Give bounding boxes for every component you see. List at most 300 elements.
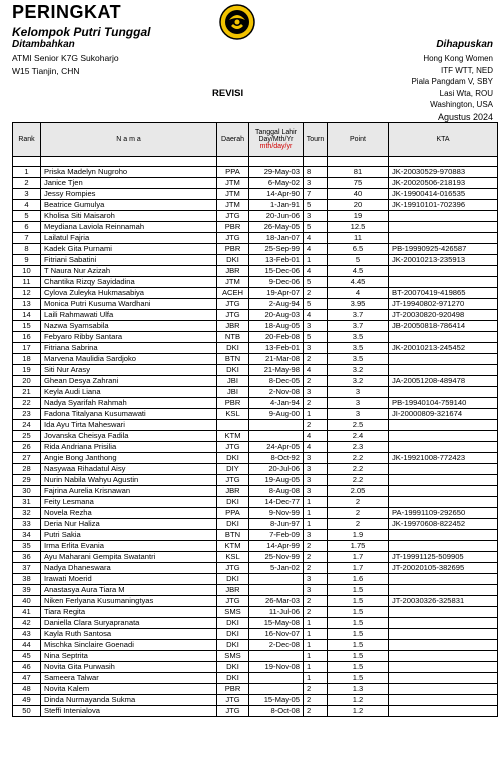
points-cell: 3.2 (328, 365, 389, 376)
rank-cell: 7 (13, 233, 41, 244)
rank-cell: 29 (13, 475, 41, 486)
rank-cell: 46 (13, 662, 41, 673)
points-cell: 3.95 (328, 299, 389, 310)
points-cell: 2 (328, 497, 389, 508)
kta-cell (389, 266, 498, 277)
rank-cell: 9 (13, 255, 41, 266)
rank-cell: 3 (13, 189, 41, 200)
region-cell: JBR (217, 321, 249, 332)
points-cell: 3.5 (328, 332, 389, 343)
region-cell: JTG (217, 596, 249, 607)
tournaments-cell: 3 (304, 453, 328, 464)
kta-cell: JI-20000809-321674 (389, 409, 498, 420)
tournaments-cell: 1 (304, 662, 328, 673)
table-row (13, 607, 498, 618)
table-row (13, 618, 498, 629)
rank-cell: 19 (13, 365, 41, 376)
removed-tournament-list (411, 53, 493, 111)
table-row (13, 343, 498, 354)
kta-cell (389, 640, 498, 651)
region-cell: JTG (217, 211, 249, 222)
region-cell: NTB (217, 332, 249, 343)
tournaments-cell: 3 (304, 574, 328, 585)
kta-cell (389, 431, 498, 442)
points-cell: 4 (328, 288, 389, 299)
added-label: Ditambahkan (12, 39, 75, 50)
tournaments-cell: 2 (304, 552, 328, 563)
name-cell: Fitriani Sabatini (41, 255, 217, 266)
rank-cell: 17 (13, 343, 41, 354)
table-row (13, 244, 498, 255)
region-cell: KTM (217, 541, 249, 552)
region-cell: DKI (217, 497, 249, 508)
ranking-date: Agustus 2024 (437, 112, 493, 122)
birthdate-cell: 6-May-02 (249, 178, 304, 189)
region-cell: DKI (217, 574, 249, 585)
header-tournaments: Tourn (304, 123, 328, 157)
region-cell: JTM (217, 189, 249, 200)
birthdate-cell: 29-May-03 (249, 167, 304, 178)
kta-cell (389, 541, 498, 552)
kta-cell: JK-20010213-235913 (389, 255, 498, 266)
region-cell: JTG (217, 475, 249, 486)
table-row (13, 211, 498, 222)
kta-cell (389, 673, 498, 684)
birthdate-cell: 9-Nov-99 (249, 508, 304, 519)
table-row (13, 475, 498, 486)
rank-cell: 40 (13, 596, 41, 607)
table-row (13, 552, 498, 563)
birthdate-cell: 8-Jun-97 (249, 519, 304, 530)
kta-cell (389, 332, 498, 343)
kta-cell: JK-19970608-822452 (389, 519, 498, 530)
birthdate-cell: 18-Jan-07 (249, 233, 304, 244)
points-cell: 12.5 (328, 222, 389, 233)
points-cell: 11 (328, 233, 389, 244)
birthdate-cell (249, 651, 304, 662)
rank-cell: 4 (13, 200, 41, 211)
tournaments-cell: 3 (304, 321, 328, 332)
name-cell: Beatrice Gumulya (41, 200, 217, 211)
table-row (13, 673, 498, 684)
rank-cell: 13 (13, 299, 41, 310)
region-cell: DKI (217, 365, 249, 376)
rank-cell: 33 (13, 519, 41, 530)
birthdate-cell (249, 673, 304, 684)
rank-cell: 6 (13, 222, 41, 233)
kta-cell: JK-19921008-772423 (389, 453, 498, 464)
birthdate-cell: 14-Dec-77 (249, 497, 304, 508)
region-cell: JTM (217, 178, 249, 189)
name-cell: Feity Lesmana (41, 497, 217, 508)
rank-cell: 50 (13, 706, 41, 717)
birthdate-cell: 15-Dec-06 (249, 266, 304, 277)
kta-cell: JB-20050818-786414 (389, 321, 498, 332)
rank-cell: 36 (13, 552, 41, 563)
kta-cell: JK-19910101-702396 (389, 200, 498, 211)
name-cell: Lailatul Fajria (41, 233, 217, 244)
name-cell: Jovanska Cheisya Fadila (41, 431, 217, 442)
kta-cell (389, 618, 498, 629)
points-cell: 2.2 (328, 464, 389, 475)
ranking-table (12, 122, 498, 717)
tournaments-cell: 5 (304, 332, 328, 343)
name-cell: T Naura Nur Azizah (41, 266, 217, 277)
table-row (13, 497, 498, 508)
tournaments-cell: 2 (304, 596, 328, 607)
name-cell: Deria Nur Haliza (41, 519, 217, 530)
birthdate-cell: 21-May-98 (249, 365, 304, 376)
birthdate-cell: 25-Nov-99 (249, 552, 304, 563)
kta-cell (389, 211, 498, 222)
header-region: Daerah (217, 123, 249, 157)
rank-cell: 14 (13, 310, 41, 321)
region-cell: BTN (217, 354, 249, 365)
kta-cell: BT-20070419-419865 (389, 288, 498, 299)
points-cell: 1.3 (328, 684, 389, 695)
birthdate-cell: 14-Apr-90 (249, 189, 304, 200)
table-row (13, 585, 498, 596)
header-points: Point (328, 123, 389, 157)
tournaments-cell: 3 (304, 486, 328, 497)
points-cell: 2.05 (328, 486, 389, 497)
name-cell: Priska Madelyn Nugroho (41, 167, 217, 178)
region-cell: JBR (217, 266, 249, 277)
region-cell: PBR (217, 222, 249, 233)
points-cell: 1.5 (328, 585, 389, 596)
kta-cell (389, 497, 498, 508)
kta-cell (389, 464, 498, 475)
region-cell: JTG (217, 563, 249, 574)
rank-cell: 35 (13, 541, 41, 552)
rank-cell: 25 (13, 431, 41, 442)
name-cell: Mischka Sinclaire Goenadi (41, 640, 217, 651)
page-subtitle: Kelompok Putri Tunggal (12, 25, 151, 39)
header-birthdate (249, 123, 304, 157)
birthdate-cell: 13-Feb-01 (249, 343, 304, 354)
birthdate-cell: 8-Oct-08 (249, 706, 304, 717)
birthdate-cell: 1-Jan-91 (249, 200, 304, 211)
birthdate-cell: 15-May-05 (249, 695, 304, 706)
kta-cell: JT-20030820-920498 (389, 310, 498, 321)
tournaments-cell: 2 (304, 607, 328, 618)
points-cell: 4.45 (328, 277, 389, 288)
table-row (13, 277, 498, 288)
points-cell: 2.3 (328, 442, 389, 453)
name-cell: Irawati Moerid (41, 574, 217, 585)
rank-cell: 20 (13, 376, 41, 387)
region-cell: JTG (217, 310, 249, 321)
points-cell: 1.5 (328, 596, 389, 607)
tournaments-cell: 2 (304, 541, 328, 552)
table-row (13, 486, 498, 497)
birthdate-cell: 19-Nov-08 (249, 662, 304, 673)
region-cell: PPA (217, 508, 249, 519)
name-cell: Ida Ayu Tirta Maheswari (41, 420, 217, 431)
tournaments-cell: 5 (304, 222, 328, 233)
kta-cell (389, 684, 498, 695)
kta-cell (389, 585, 498, 596)
points-cell: 1.5 (328, 673, 389, 684)
birthdate-cell: 19-Apr-07 (249, 288, 304, 299)
points-cell: 2.5 (328, 420, 389, 431)
birthdate-cell: 13-Feb-01 (249, 255, 304, 266)
name-cell: Tiara Regita (41, 607, 217, 618)
name-cell: Cylova Zuleyka Hukmasabiya (41, 288, 217, 299)
table-row (13, 354, 498, 365)
removed-label: Dihapuskan (436, 39, 493, 50)
birthdate-cell: 11-Jul-06 (249, 607, 304, 618)
table-header-row (13, 123, 498, 157)
name-cell: Novita Kalem (41, 684, 217, 695)
table-row (13, 431, 498, 442)
name-cell: Angie Bong Janthong (41, 453, 217, 464)
birthdate-cell: 20-Aug-03 (249, 310, 304, 321)
region-cell: JTG (217, 695, 249, 706)
tournaments-cell: 1 (304, 673, 328, 684)
points-cell: 3.5 (328, 343, 389, 354)
name-cell: Nadya Dhaneswara (41, 563, 217, 574)
name-cell: Kadek Gita Purnami (41, 244, 217, 255)
header-kta: KTA (389, 123, 498, 157)
name-cell: Fitriana Sabrina (41, 343, 217, 354)
table-row (13, 200, 498, 211)
name-cell: Siti Nur Arasy (41, 365, 217, 376)
table-row (13, 464, 498, 475)
points-cell: 3.7 (328, 310, 389, 321)
kta-cell (389, 695, 498, 706)
removed-tournament: Piala Pangdam V, SBY (411, 77, 493, 86)
table-row (13, 563, 498, 574)
kta-cell (389, 486, 498, 497)
tournaments-cell: 1 (304, 497, 328, 508)
kta-cell: PB-19990925-426587 (389, 244, 498, 255)
removed-tournament: Hong Kong Women (423, 54, 493, 63)
tournaments-cell: 1 (304, 640, 328, 651)
birthdate-cell (249, 431, 304, 442)
rank-cell: 12 (13, 288, 41, 299)
region-cell: JTG (217, 706, 249, 717)
tournaments-cell: 2 (304, 420, 328, 431)
rank-cell: 37 (13, 563, 41, 574)
page-title: PERINGKAT (12, 2, 122, 22)
rank-cell: 15 (13, 321, 41, 332)
points-cell: 1.5 (328, 607, 389, 618)
name-cell: Novita Gita Purwasih (41, 662, 217, 673)
tournaments-cell: 3 (304, 464, 328, 475)
tournaments-cell: 3 (304, 585, 328, 596)
name-cell: Febyaro Ribby Santara (41, 332, 217, 343)
region-cell: BTN (217, 530, 249, 541)
birthdate-cell: 14-Apr-99 (249, 541, 304, 552)
region-cell: JTM (217, 200, 249, 211)
points-cell: 1.6 (328, 574, 389, 585)
rank-cell: 39 (13, 585, 41, 596)
header-name: N a m a (41, 123, 217, 157)
birthdate-cell: 19-Aug-05 (249, 475, 304, 486)
points-cell: 1.5 (328, 651, 389, 662)
table-row (13, 387, 498, 398)
tournaments-cell: 3 (304, 387, 328, 398)
birthdate-cell: 7-Feb-09 (249, 530, 304, 541)
table-row (13, 508, 498, 519)
points-cell: 19 (328, 211, 389, 222)
table-spacer-row (13, 157, 498, 167)
name-cell: Novela Rezha (41, 508, 217, 519)
header-birthdate-format: mth/day/yr (259, 143, 293, 150)
birthdate-cell: 18-Aug-05 (249, 321, 304, 332)
name-cell: Nina Septrita (41, 651, 217, 662)
points-cell: 4.5 (328, 266, 389, 277)
kta-cell (389, 442, 498, 453)
added-tournament-2: W15 Tianjin, CHN (12, 66, 80, 76)
rank-cell: 23 (13, 409, 41, 420)
table-row (13, 453, 498, 464)
tournaments-cell: 8 (304, 167, 328, 178)
tournaments-cell: 2 (304, 563, 328, 574)
name-cell: Nadya Syarifah Rahmah (41, 398, 217, 409)
kta-cell (389, 365, 498, 376)
tournaments-cell: 4 (304, 244, 328, 255)
table-row (13, 376, 498, 387)
tournaments-cell: 2 (304, 376, 328, 387)
rank-cell: 2 (13, 178, 41, 189)
name-cell: Jessy Rompies (41, 189, 217, 200)
kta-cell (389, 706, 498, 717)
region-cell: KSL (217, 409, 249, 420)
tournaments-cell: 2 (304, 684, 328, 695)
table-row (13, 310, 498, 321)
name-cell: Marvena Maulidia Sardjoko (41, 354, 217, 365)
name-cell: Kayla Ruth Santosa (41, 629, 217, 640)
rank-cell: 28 (13, 464, 41, 475)
tournaments-cell: 2 (304, 706, 328, 717)
points-cell: 1.9 (328, 530, 389, 541)
table-row (13, 530, 498, 541)
points-cell: 2.2 (328, 453, 389, 464)
removed-tournament: Washington, USA (430, 100, 493, 109)
region-cell: DIY (217, 464, 249, 475)
name-cell: Irma Erlita Evania (41, 541, 217, 552)
name-cell: Daniella Clara Suryapranata (41, 618, 217, 629)
kta-cell: JT-19940802-971270 (389, 299, 498, 310)
region-cell: PPA (217, 167, 249, 178)
points-cell: 3 (328, 409, 389, 420)
rank-cell: 41 (13, 607, 41, 618)
kta-cell (389, 387, 498, 398)
region-cell: PBR (217, 398, 249, 409)
points-cell: 3 (328, 398, 389, 409)
table-row (13, 332, 498, 343)
table-row (13, 629, 498, 640)
table-row (13, 409, 498, 420)
rank-cell: 43 (13, 629, 41, 640)
rank-cell: 49 (13, 695, 41, 706)
header-rank: Rank (13, 123, 41, 157)
tournaments-cell: 5 (304, 299, 328, 310)
birthdate-cell (249, 585, 304, 596)
rank-cell: 42 (13, 618, 41, 629)
kta-cell (389, 222, 498, 233)
tournaments-cell: 3 (304, 530, 328, 541)
rank-cell: 8 (13, 244, 41, 255)
name-cell: Nasywaa Rihadatul Aisy (41, 464, 217, 475)
region-cell: JTG (217, 233, 249, 244)
birthdate-cell: 9-Dec-06 (249, 277, 304, 288)
birthdate-cell: 26-Mar-03 (249, 596, 304, 607)
region-cell: DKI (217, 618, 249, 629)
kta-cell: PA-19991109-292650 (389, 508, 498, 519)
points-cell: 2 (328, 508, 389, 519)
region-cell: DKI (217, 640, 249, 651)
name-cell: Monica Putri Kusuma Wardhani (41, 299, 217, 310)
points-cell: 75 (328, 178, 389, 189)
name-cell: Ayu Maharani Gempita Swatantri (41, 552, 217, 563)
region-cell: SMS (217, 651, 249, 662)
birthdate-cell: 8-Oct-92 (249, 453, 304, 464)
birthdate-cell: 24-Apr-05 (249, 442, 304, 453)
region-cell: PBR (217, 244, 249, 255)
tournaments-cell: 3 (304, 178, 328, 189)
rank-cell: 27 (13, 453, 41, 464)
kta-cell (389, 574, 498, 585)
tournaments-cell: 5 (304, 200, 328, 211)
kta-cell: JA-20051208-489478 (389, 376, 498, 387)
birthdate-cell (249, 420, 304, 431)
name-cell: Chantika Rizqy Sayidadina (41, 277, 217, 288)
birthdate-cell: 20-Feb-08 (249, 332, 304, 343)
tournaments-cell: 5 (304, 277, 328, 288)
birthdate-cell: 26-May-05 (249, 222, 304, 233)
kta-cell (389, 354, 498, 365)
points-cell: 2 (328, 519, 389, 530)
birthdate-cell (249, 684, 304, 695)
kta-cell: JT-19991125-509905 (389, 552, 498, 563)
region-cell: JBR (217, 486, 249, 497)
region-cell: ACEH (217, 288, 249, 299)
table-row (13, 288, 498, 299)
points-cell: 81 (328, 167, 389, 178)
points-cell: 1.5 (328, 618, 389, 629)
name-cell: Fajrina Aurelia Krisnawan (41, 486, 217, 497)
tournaments-cell: 4 (304, 365, 328, 376)
points-cell: 40 (328, 189, 389, 200)
tournaments-cell: 1 (304, 629, 328, 640)
region-cell: KSL (217, 552, 249, 563)
rank-cell: 32 (13, 508, 41, 519)
birthdate-cell: 2-Aug-94 (249, 299, 304, 310)
tournaments-cell: 4 (304, 310, 328, 321)
points-cell: 6.5 (328, 244, 389, 255)
tournaments-cell: 4 (304, 266, 328, 277)
birthdate-cell: 2-Dec-08 (249, 640, 304, 651)
tournaments-cell: 1 (304, 409, 328, 420)
table-row (13, 706, 498, 717)
table-row (13, 651, 498, 662)
table-row (13, 321, 498, 332)
table-row (13, 420, 498, 431)
name-cell: Janice Tjen (41, 178, 217, 189)
points-cell: 3.7 (328, 321, 389, 332)
rank-cell: 38 (13, 574, 41, 585)
points-cell: 1.5 (328, 662, 389, 673)
rank-cell: 1 (13, 167, 41, 178)
tournaments-cell: 2 (304, 354, 328, 365)
points-cell: 1.7 (328, 563, 389, 574)
rank-cell: 26 (13, 442, 41, 453)
region-cell: DKI (217, 343, 249, 354)
kta-cell: PB-19940104-759140 (389, 398, 498, 409)
